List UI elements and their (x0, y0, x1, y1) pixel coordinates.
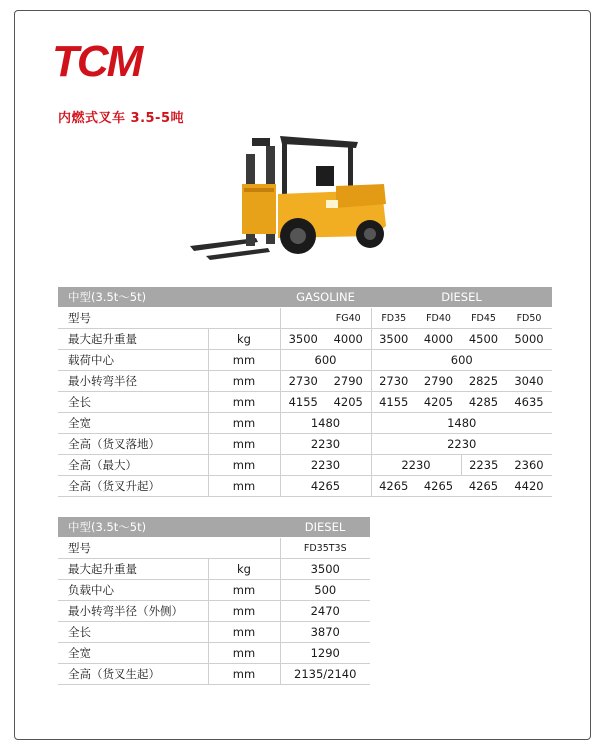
table-row (58, 392, 552, 413)
value-cell: 4205 (416, 392, 461, 413)
row-label: 全高（最大） (58, 455, 208, 476)
row-unit: mm (208, 664, 280, 685)
spec-table-2 (58, 517, 370, 685)
table-row (58, 476, 552, 497)
model-row (58, 538, 370, 559)
row-label: 负载中心 (58, 580, 208, 601)
logo-text: TCM (52, 38, 142, 82)
row-label: 载荷中心 (58, 350, 208, 371)
value-cell: 3500 (280, 329, 326, 350)
value-cell: 2730 (280, 371, 326, 392)
row-unit: mm (208, 413, 280, 434)
spec-table-1 (58, 287, 552, 497)
category-label: 中型(3.5t～5t) (58, 517, 280, 538)
value-cell: 4265 (371, 476, 416, 497)
forklift-image (186, 124, 396, 264)
model-cell (280, 308, 326, 329)
model-row (58, 308, 552, 329)
value-cell: 4265 (461, 476, 506, 497)
row-label: 最小转弯半径（外侧） (58, 601, 208, 622)
row-unit: mm (208, 601, 280, 622)
table-row (58, 622, 370, 643)
value-cell: 2235 (461, 455, 506, 476)
gasoline-header: GASOLINE (280, 287, 371, 308)
value-cell: 2790 (326, 371, 371, 392)
row-unit: kg (208, 559, 280, 580)
value-cell: 2135/2140 (280, 664, 370, 685)
value-cell: 4500 (461, 329, 506, 350)
value-cell: 600 (371, 350, 552, 371)
value-cell: 1480 (371, 413, 552, 434)
table-row (58, 601, 370, 622)
value-cell: 4000 (416, 329, 461, 350)
value-cell: 4285 (461, 392, 506, 413)
model-cell: FG40 (326, 308, 371, 329)
row-label: 最小转弯半径 (58, 371, 208, 392)
value-cell: 4205 (326, 392, 371, 413)
table-row (58, 455, 552, 476)
value-cell: 3500 (371, 329, 416, 350)
value-cell: 2730 (371, 371, 416, 392)
row-unit: mm (208, 476, 280, 497)
model-label: 型号 (58, 538, 280, 559)
value-cell: 2230 (280, 455, 371, 476)
row-unit: mm (208, 580, 280, 601)
table-row (58, 664, 370, 685)
table-row (58, 559, 370, 580)
model-label: 型号 (58, 308, 280, 329)
table-header-row (58, 287, 552, 308)
value-cell: 2360 (506, 455, 552, 476)
row-unit: mm (208, 392, 280, 413)
value-cell: 4635 (506, 392, 552, 413)
model-cell: FD35 (371, 308, 416, 329)
value-cell: 2790 (416, 371, 461, 392)
row-label: 全长 (58, 392, 208, 413)
value-cell: 3040 (506, 371, 552, 392)
value-cell: 2230 (371, 434, 552, 455)
table-row (58, 434, 552, 455)
product-subtitle: 内燃式叉车 3.5-5吨 (58, 111, 184, 126)
value-cell: 2230 (371, 455, 461, 476)
table-row (58, 329, 552, 350)
value-cell: 1480 (280, 413, 371, 434)
row-unit: mm (208, 622, 280, 643)
value-cell: 1290 (280, 643, 370, 664)
value-cell: 2470 (280, 601, 370, 622)
row-unit: kg (208, 329, 280, 350)
table-header-row (58, 517, 370, 538)
value-cell: 5000 (506, 329, 552, 350)
value-cell: 4265 (280, 476, 371, 497)
value-cell: 4155 (371, 392, 416, 413)
row-label: 最大起升重量 (58, 559, 208, 580)
value-cell: 3500 (280, 559, 370, 580)
row-label: 全高（货叉升起） (58, 476, 208, 497)
table-row (58, 371, 552, 392)
model-cell: FD45 (461, 308, 506, 329)
model-cell: FD40 (416, 308, 461, 329)
value-cell: 4265 (416, 476, 461, 497)
value-cell: 600 (280, 350, 371, 371)
category-label: 中型(3.5t～5t) (58, 287, 280, 308)
row-unit: mm (208, 643, 280, 664)
row-label: 最大起升重量 (58, 329, 208, 350)
row-label: 全长 (58, 622, 208, 643)
row-label: 全宽 (58, 413, 208, 434)
value-cell: 2230 (280, 434, 371, 455)
table-row (58, 413, 552, 434)
value-cell: 2825 (461, 371, 506, 392)
row-label: 全宽 (58, 643, 208, 664)
row-unit: mm (208, 371, 280, 392)
row-label: 全高（货叉落地） (58, 434, 208, 455)
table-row (58, 580, 370, 601)
row-unit: mm (208, 455, 280, 476)
row-label: 全高（货叉生起） (58, 664, 208, 685)
value-cell: 500 (280, 580, 370, 601)
tcm-logo (50, 38, 190, 82)
model-cell: FD50 (506, 308, 552, 329)
diesel-header: DIESEL (280, 517, 370, 538)
value-cell: 4420 (506, 476, 552, 497)
value-cell: 4000 (326, 329, 371, 350)
model-cell: FD35T3S (280, 538, 370, 559)
diesel-header: DIESEL (371, 287, 552, 308)
value-cell: 3870 (280, 622, 370, 643)
table-row (58, 350, 552, 371)
row-unit: mm (208, 350, 280, 371)
row-unit: mm (208, 434, 280, 455)
value-cell: 4155 (280, 392, 326, 413)
table-row (58, 643, 370, 664)
